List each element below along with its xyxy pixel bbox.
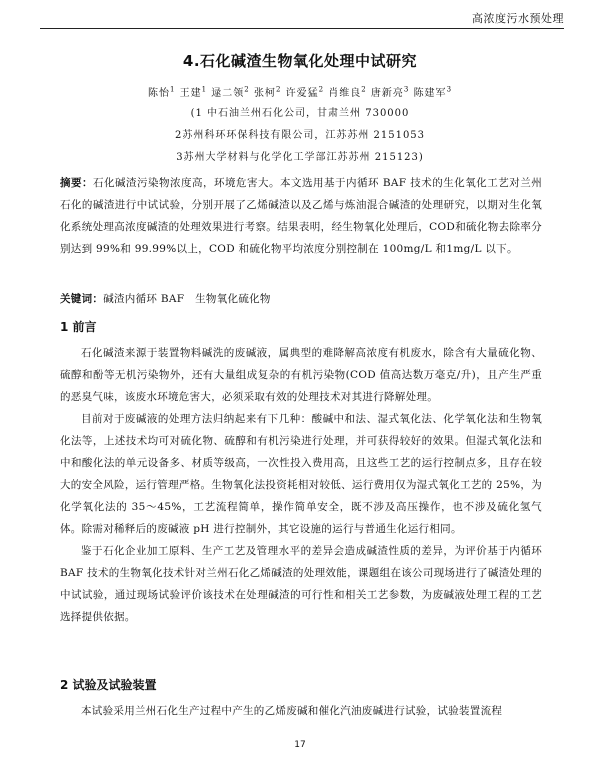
author-affiliation-mark: 2 — [244, 85, 250, 94]
abstract — [60, 172, 542, 260]
author-affiliation-mark: 1 — [169, 85, 176, 94]
author-affiliation-mark: 3 — [446, 85, 453, 94]
section-1-heading: 1 前言 — [60, 320, 97, 334]
author-list — [0, 84, 600, 99]
author-affiliation-mark: 1 — [201, 85, 208, 94]
author: 唐新亮$^3$ — [370, 85, 410, 99]
section-2-heading: 2 试验及试验装置 — [60, 678, 157, 692]
affiliation-1: (1 中石油兰州石化公司，甘肃兰州 730000 — [190, 108, 410, 119]
affiliation-3: 3苏州大学材料与化学化工学部江苏苏州 215123) — [176, 152, 424, 163]
author-affiliation-mark: 2 — [318, 85, 325, 94]
paragraph: 石化碱渣来源于装置物料碱洗的废碱液，属典型的难降解高浓度有机废水，除含有大量硫化物、硫醇和酚等无机污染物外，还有大量组成复杂的有机污染物(COD 值高达数万毫克/升)，且产生严重的恶臭气味，该废水环境危害大，必须采取有效的处理技术对其进行降解处理。 — [60, 347, 542, 403]
abstract-text: 石化碱渣污染物浓度高，环境危害大。本文选用基于内循环 BAF 技术的生化氧化工艺对兰州石化的碱渣进行中试试验，分别开展了乙烯碱渣以及乙烯与炼油混合碱渣的处理研究，以期对生化氧化系统处理高浓度碱渣的处理效果进行考察。结果表明，经生物氧化处理后，COD和硫化物去除率分别达到 99%和 99.99%以上，COD 和硫化物平均浓度分别控制在 100mg/L 和1mg/L 以下。 — [60, 177, 542, 255]
paragraph: 目前对于废碱液的处理方法归纳起来有下几种：酸碱中和法、湿式氧化法、化学氧化法和生物氧化法等，上述技术均可对硫化物、硫醇和有机污染进行处理，并可获得较好的效果。但湿式氧化法和中和酸化法的单元设备多、材质等级高，一次性投入费用高，且这些工艺的运行控制点多，且存在较大的安全风险，运行管理严格。生物氧化法投资耗相对较低、运行费用仅为湿式氧化工艺的 25%，为化学氧化法的 35～45%，工艺流程简单，操作简单安全，既不涉及高压操作，也不涉及硫化氢气体。除需对稀释后的废碱液 pH 进行控制外，其它设施的运行与普通生化运行相同。 — [60, 413, 542, 535]
abstract-label: 摘要： — [60, 177, 94, 189]
section-1-body — [60, 342, 542, 628]
paper-title: 4.石化碱渣生物氧化处理中试研究 — [182, 52, 418, 70]
keywords-text: 碱渣内循环 BAF 生物氧化硫化物 — [103, 293, 271, 305]
author: 逯二领$^2$ — [211, 85, 250, 99]
author-affiliation-mark: 2 — [275, 85, 282, 94]
keywords-label: 关键词： — [60, 293, 104, 305]
author: 张柯$^2$ — [253, 85, 282, 99]
author: 许爱猛$^2$ — [285, 85, 325, 99]
page-number: 17 — [294, 740, 306, 750]
keywords — [60, 288, 542, 310]
paragraph: 本试验采用兰州石化生产过程中产生的乙烯废碱和催化汽油废碱进行试验，试验装置流程 — [81, 705, 503, 717]
author: 陈怡$^1$ — [147, 85, 176, 99]
author-affiliation-mark: 3 — [403, 85, 410, 94]
author: 王建$^1$ — [179, 85, 208, 99]
author-affiliation-mark: 2 — [361, 85, 367, 94]
author: 陈建军$^3$ — [413, 85, 453, 99]
section-2-body — [60, 700, 542, 722]
author: 肖维良$^2$ — [328, 85, 367, 99]
running-header — [40, 8, 564, 29]
running-title: 高浓度污水预处理 — [472, 12, 564, 25]
paragraph: 鉴于石化企业加工原料、生产工艺及管理水平的差异会造成碱渣性质的差异，为评价基于内循环 BAF 技术的生物氧化技术针对兰州石化乙烯碱渣的处理效能，课题组在该公司现场进行了碱渣处理的中试试验，通过现场试验评价该技术在处理碱渣的可行性和相关工艺参数，为废碱液处理工程的工艺选择提供依据。 — [60, 545, 542, 623]
affiliation-2: 2苏州科环环保科技有限公司，江苏苏州 2151053 — [174, 130, 426, 141]
